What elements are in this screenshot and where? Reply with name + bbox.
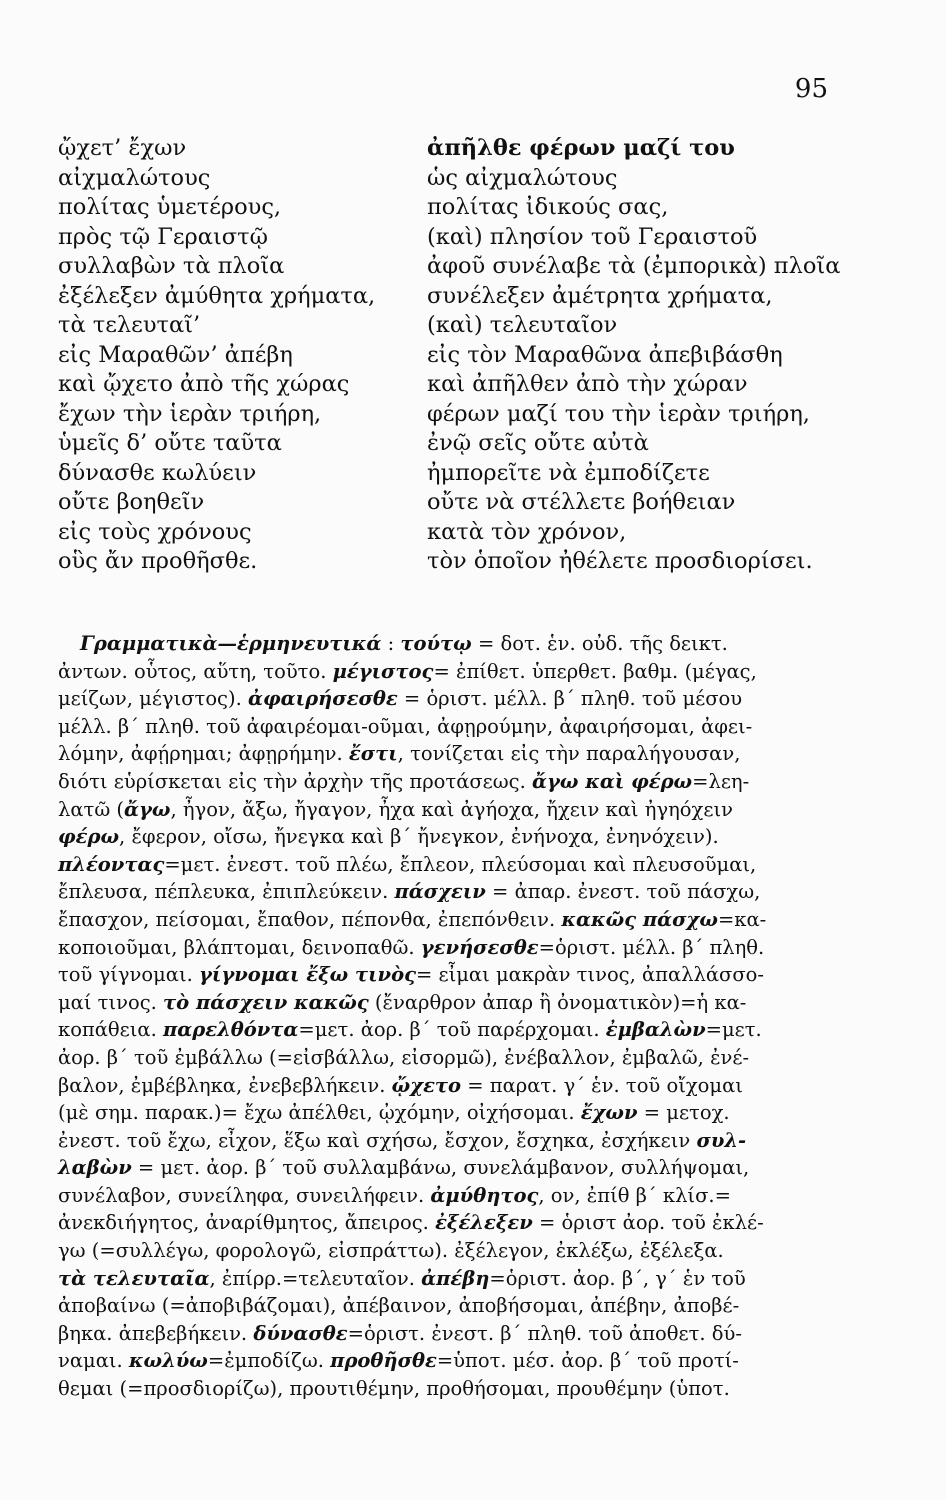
- note-term: ἀφαιρήσεσθε: [247, 687, 398, 711]
- translation-column: [427, 134, 840, 577]
- note-term: ἄγω καὶ φέρω: [532, 769, 693, 793]
- note-term: λαβὼν: [58, 1156, 132, 1180]
- greek-line: συλλαβὼν τὰ πλοῖα: [58, 253, 285, 279]
- note-text: λόμην, ἀφῄρημαι; ἀφῃρήμην.: [58, 742, 349, 766]
- note-line: [58, 823, 828, 851]
- note-term: τούτῳ: [400, 632, 472, 655]
- note-text: (μὲ σημ. παρακ.)= ἔχω ἀπέλθει, ᾠχόμην, οἰχήσομαι.: [58, 1101, 581, 1125]
- note-term: παρελθόντα: [162, 1018, 299, 1042]
- page-number: 95: [794, 74, 828, 104]
- note-line: [58, 961, 828, 989]
- grammar-notes: [58, 630, 828, 1403]
- note-text: ἀντων. οὗτος, αὕτη, τοῦτο.: [58, 659, 333, 683]
- note-text: , ἦγον, ἄξω, ἤγαγον, ἦχα καὶ ἀγήοχα, ἤχειν καὶ ἠγηόχειν: [170, 797, 733, 821]
- note-text: = ὁριστ. μέλλ. β΄ πληθ. τοῦ μέσου: [397, 687, 743, 711]
- greek-text-column: [58, 134, 375, 577]
- note-term: τὸ πάσχειν κακῶς: [163, 990, 369, 1014]
- translation-line: εἰς τὸν Μαραθῶνα ἀπεβιβάσθη: [427, 341, 783, 368]
- note-text: ἀνεκδιήγητος, ἀναρίθμητος, ἄπειρος.: [58, 1211, 436, 1235]
- note-term: Γραμματικὰ—ἑρμηνευτικά: [80, 632, 382, 655]
- note-text: ἔπασχον, πείσομαι, ἔπαθον, πέπονθα, ἐπεπόνθειν.: [58, 907, 562, 931]
- note-term: πάσχειν: [394, 880, 486, 904]
- note-line: [58, 1375, 828, 1403]
- note-text: :: [381, 632, 401, 655]
- translation-line: (καὶ) τελευταῖον: [427, 312, 618, 338]
- greek-line: ὑμεῖς δ’ οὔτε ταῦτα: [58, 430, 282, 456]
- note-text: = ὁριστ ἀορ. τοῦ ἐκλέ-: [532, 1211, 764, 1235]
- note-text: διότι εὑρίσκεται εἰς τὴν ἀρχὴν τῆς προτάσεως.: [58, 769, 532, 793]
- note-text: μείζων, μέγιστος).: [58, 687, 248, 711]
- note-text: ναμαι.: [58, 1349, 129, 1373]
- translation-line: κατὰ τὸν χρόνον,: [427, 518, 627, 545]
- greek-line: τὰ τελευταῖ’: [58, 312, 201, 338]
- greek-line: εἰς Μαραθῶν’ ἀπέβη: [58, 341, 293, 368]
- note-term: φέρω: [58, 825, 120, 849]
- note-text: = μετοχ.: [637, 1101, 730, 1125]
- note-term: γενήσεσθε: [420, 935, 539, 959]
- note-text: τοῦ γίγνομαι.: [58, 963, 200, 987]
- greek-line: εἰς τοὺς χρόνους: [58, 518, 252, 545]
- note-text: =μετ.: [705, 1018, 762, 1042]
- note-text: , ἔφερον, οἴσω, ἤνεγκα καὶ β΄ ἤνεγκον, ἐνήνοχα, ἐνηνόχειν).: [119, 825, 719, 849]
- note-line: [58, 1099, 828, 1127]
- note-text: λατῶ (: [58, 797, 125, 821]
- translation-line: ὡς αἰχμαλώτους: [427, 164, 618, 191]
- note-line: [58, 1292, 828, 1320]
- note-term: ἐξέλεξεν: [435, 1211, 533, 1235]
- note-line: [58, 1320, 828, 1348]
- note-text: = παρατ. γ΄ ἑν. τοῦ οἴχομαι: [461, 1073, 743, 1097]
- note-text: ἔπλευσα, πέπλευκα, ἐπιπλεύκειν.: [58, 880, 395, 904]
- note-term: ἔστι: [348, 742, 398, 766]
- note-text: = ἀπαρ. ἐνεστ. τοῦ πάσχω,: [485, 880, 761, 904]
- note-text: =μετ. ἐνεστ. τοῦ πλέω, ἔπλεον, πλεύσομαι καὶ πλευσοῦμαι,: [164, 852, 757, 876]
- note-term: ἀμύθητος: [430, 1183, 539, 1207]
- note-line: [58, 658, 828, 686]
- translation-line: ἀπῆλθε φέρων μαζί του: [427, 135, 735, 161]
- note-text: =μετ. ἀορ. β΄ τοῦ παρέρχομαι.: [298, 1018, 606, 1042]
- note-line: [58, 1209, 828, 1237]
- greek-line: καὶ ᾤχετο ἀπὸ τῆς χώρας: [58, 371, 350, 397]
- note-text: = μετ. ἀορ. β΄ τοῦ συλλαμβάνω, συνελάμβανον, συλλήψομαι,: [131, 1156, 750, 1180]
- note-text: συνέλαβον, συνείληφα, συνειλήφειν.: [58, 1183, 431, 1207]
- note-term: ἀπέβη: [421, 1266, 490, 1290]
- translation-line: συνέλεξεν ἀμέτρητα χρήματα,: [427, 282, 773, 309]
- note-text: (ἔναρθρον ἀπαρ ἢ ὀνοματικὸν)=ἡ κα-: [368, 990, 747, 1014]
- note-line: [58, 1072, 828, 1100]
- note-text: ἀποβαίνω (=ἀποβιβάζομαι), ἀπέβαινον, ἀποβήσομαι, ἀπέβην, ἀποβέ-: [58, 1294, 740, 1318]
- greek-line: αἰχμαλώτους: [58, 164, 211, 191]
- note-text: =ὁριστ. ἐνεστ. β΄ πληθ. τοῦ ἀποθετ. δύ-: [347, 1321, 742, 1345]
- note-text: =κα-: [717, 907, 767, 931]
- note-term: ἄγω: [124, 797, 171, 821]
- note-text: βαλον, ἐμβέβληκα, ἐνεβεβλήκειν.: [58, 1073, 392, 1097]
- note-term: μέγιστος: [332, 659, 434, 683]
- translation-line: ἐνῷ σεῖς οὔτε αὐτὰ: [427, 430, 649, 456]
- note-line: [58, 685, 828, 713]
- note-text: ἐνεστ. τοῦ ἔχω, εἶχον, ἕξω καὶ σχήσω, ἔσχον, ἔσχηκα, ἐσχήκειν: [58, 1128, 697, 1152]
- note-line: [58, 796, 828, 824]
- greek-line: ᾤχετ’ ἔχων: [58, 135, 187, 161]
- note-term: γίγνομαι ἔξω τινὸς: [199, 963, 416, 987]
- note-line: [58, 934, 828, 962]
- note-text: = εἶμαι μακρὰν τινος, ἀπαλλάσσο-: [415, 963, 764, 987]
- note-line: [58, 1347, 828, 1375]
- note-term: κακῶς πάσχω: [561, 907, 718, 931]
- note-line: [58, 1016, 828, 1044]
- greek-line: πρὸς τῷ Γεραιστῷ: [58, 223, 268, 250]
- translation-line: τὸν ὁποῖον ἠθέλετε προσδιορίσει.: [427, 548, 813, 574]
- note-term: ᾤχετο: [391, 1073, 462, 1097]
- note-line: [58, 1237, 828, 1265]
- translation-line: οὔτε νὰ στέλλετε βοήθειαν: [427, 489, 736, 515]
- note-term: συλ-: [696, 1128, 747, 1152]
- note-line: [58, 1265, 828, 1293]
- translation-line: (καὶ) πλησίον τοῦ Γεραιστοῦ: [427, 223, 758, 250]
- note-term: πλέοντας: [58, 852, 165, 876]
- note-text: γω (=συλλέγω, φορολογῶ, εἰσπράττω). ἐξέλεγον, ἐκλέξω, ἐξέλεξα.: [58, 1239, 724, 1263]
- greek-line: οὔτε βοηθεῖν: [58, 489, 205, 515]
- translation-line: ἠμπορεῖτε νὰ ἐμποδίζετε: [427, 459, 710, 486]
- note-text: = δοτ. ἑν. οὐδ. τῆς δεικτ.: [471, 632, 728, 655]
- note-text: βηκα. ἀπεβεβήκειν.: [58, 1321, 254, 1345]
- translation-line: φέρων μαζί του τὴν ἱερὰν τριήρη,: [427, 400, 810, 427]
- note-line: [58, 713, 828, 741]
- translation-line: πολίτας ἰδικούς σας,: [427, 194, 669, 220]
- note-line: [58, 1127, 828, 1155]
- note-line: [58, 1154, 828, 1182]
- note-line: [58, 878, 828, 906]
- note-text: κοπάθεια.: [58, 1018, 163, 1042]
- note-text: =ὁριστ. μέλλ. β΄ πληθ.: [538, 935, 765, 959]
- greek-line: ἔχων τὴν ἱερὰν τριήρη,: [58, 400, 322, 427]
- greek-line: ἐξέλεξεν ἀμύθητα χρήματα,: [58, 282, 376, 309]
- translation-line: ἀφοῦ συνέλαβε τὰ (ἐμπορικὰ) πλοῖα: [427, 253, 841, 279]
- note-term: προθῆσθε: [330, 1349, 437, 1373]
- translation-line: καὶ ἀπῆλθεν ἀπὸ τὴν χώραν: [427, 371, 748, 397]
- greek-line: οὓς ἄν προθῆσθε.: [58, 548, 258, 574]
- note-line: [58, 989, 828, 1017]
- note-text: , τονίζεται εἰς τὴν παραλήγουσαν,: [397, 742, 741, 766]
- note-line: [58, 1044, 828, 1072]
- note-text: =ὁριστ. ἀορ. β΄, γ΄ ἑν τοῦ: [489, 1266, 746, 1290]
- note-line: [58, 768, 828, 796]
- note-line: [58, 851, 828, 879]
- note-term: τὰ τελευταῖα: [58, 1266, 210, 1290]
- note-text: =ὑποτ. μέσ. ἀορ. β΄ τοῦ προτί-: [436, 1349, 739, 1373]
- greek-line: πολίτας ὑμετέρους,: [58, 194, 282, 220]
- note-line: [58, 1182, 828, 1210]
- note-text: μέλλ. β΄ πληθ. τοῦ ἀφαιρέομαι-οῦμαι, ἀφῃρούμην, ἀφαιρήσομαι, ἀφει-: [58, 714, 753, 738]
- note-text: κοποιοῦμαι, βλάπτομαι, δεινοπαθῶ.: [58, 935, 421, 959]
- note-term: ἔχων: [580, 1101, 638, 1125]
- greek-line: δύνασθε κωλύειν: [58, 459, 257, 486]
- note-text: μαί τινος.: [58, 990, 164, 1014]
- note-term: κωλύω: [128, 1349, 208, 1373]
- note-text: = ἐπίθετ. ὑπερθετ. βαθμ. (μέγας,: [433, 659, 757, 683]
- note-line: [58, 906, 828, 934]
- note-term: δύνασθε: [253, 1321, 348, 1345]
- note-text: , ον, ἐπίθ β΄ κλίσ.=: [538, 1183, 731, 1207]
- note-text: ἀορ. β΄ τοῦ ἐμβάλλω (=εἰσβάλλω, εἰσορμῶ), ἐνέβαλλον, ἐμβαλῶ, ἐνέ-: [58, 1045, 750, 1069]
- note-line: [58, 630, 828, 658]
- note-text: θεμαι (=προσδιορίζω), προυτιθέμην, προθήσομαι, προυθέμην (ὑποτ.: [58, 1377, 730, 1401]
- note-term: ἐμβαλὼν: [605, 1018, 706, 1042]
- note-text: =ἐμποδίζω.: [207, 1349, 331, 1373]
- note-line: [58, 740, 828, 768]
- note-text: =λεη-: [692, 769, 750, 793]
- note-text: , ἐπίρρ.=τελευταῖον.: [209, 1266, 422, 1290]
